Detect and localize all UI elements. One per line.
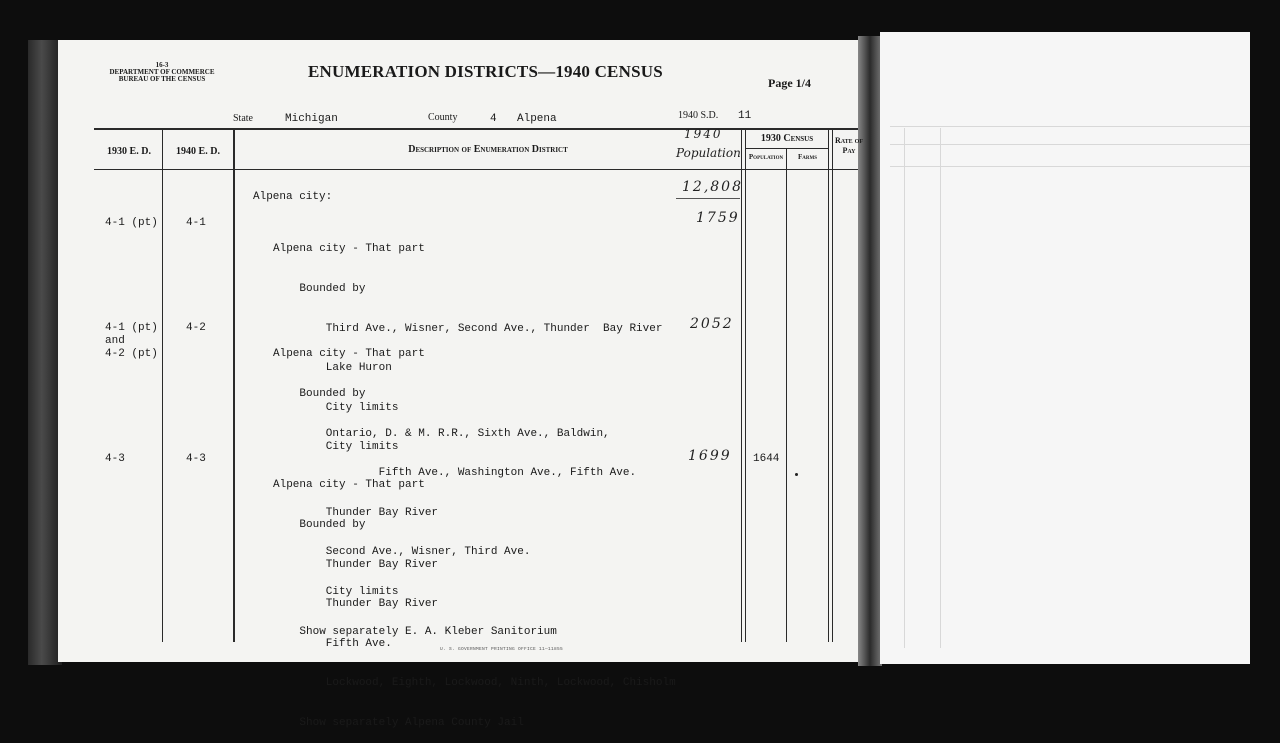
row-description: Alpena city - That part Bounded by Third Ave., Wisner, Second Ave., Thunder Bay River Lake Huron City limits City limits (273, 243, 663, 454)
row-description: Alpena city - That part Bounded by Thunder Bay River Thunder Bay River Fifth Ave. Lockwood, Eighth, Lockwood, Ninth, Lockwood, Chisholm Show separately Alpena County Jail (273, 479, 676, 730)
header-1930-census: 1930 Census (760, 133, 814, 144)
form-number: 16-3 (155, 61, 169, 69)
row-description: Alpena city - That part Bounded by Ontario, D. & M. R.R., Sixth Ave., Baldwin, Fifth Ave., Washington Ave., Fifth Ave. Thunder Bay River Second Ave., Wisner, Third Ave. City limits Show separately E. A. Kleber Sanitorium (273, 348, 637, 638)
header-1930-population: Population (748, 153, 784, 161)
department-name: DEPARTMENT OF COMMERCE (109, 68, 215, 76)
table-top-rule (94, 128, 858, 130)
header-1940-ed: 1940 E. D. (176, 146, 220, 157)
county-label: County (428, 112, 458, 123)
sd-label: 1940 S.D. (678, 110, 719, 121)
printing-office-footer: U. S. GOVERNMENT PRINTING OFFICE 11—11855 (440, 647, 564, 652)
column-divider (832, 130, 833, 642)
census-page-right-faded (880, 32, 1250, 664)
page-number: Page 1/4 (768, 76, 811, 90)
bureau-name: BUREAU OF THE CENSUS (118, 75, 206, 83)
state-label: State (233, 113, 253, 124)
column-divider (233, 130, 235, 642)
farms-dot-mark (795, 473, 798, 476)
row-1930-ed: 4-3 (105, 453, 125, 465)
row-1940-ed: 4-3 (186, 453, 206, 465)
column-divider (786, 148, 787, 642)
header-1930-ed: 1930 E. D. (107, 146, 151, 157)
table-header-rule (94, 169, 858, 170)
row-1930-population: 1644 (753, 453, 780, 465)
column-divider (741, 130, 742, 642)
county-value: Alpena (517, 113, 557, 125)
column-divider (745, 130, 746, 642)
row-1940-population-handwritten: 1759 (696, 210, 740, 226)
header-1940-year-handwritten: 1940 (684, 127, 723, 141)
column-divider (162, 130, 163, 642)
city-heading: Alpena city: (253, 191, 333, 203)
row-1930-ed: 4-1 (pt) and 4-2 (pt) (105, 322, 158, 360)
header-1930-farms: Farms (798, 153, 817, 161)
header-description: Description of Enumeration District (408, 144, 568, 155)
state-value: Michigan (285, 113, 338, 125)
row-1940-ed: 4-1 (186, 217, 206, 229)
header-rate-of-pay: Rate of Pay (834, 136, 863, 155)
page-title: ENUMERATION DISTRICTS—1940 CENSUS (308, 62, 663, 81)
row-1940-population-handwritten: 1699 (688, 448, 732, 464)
city-population-handwritten: 12,808 (682, 179, 743, 195)
book-gutter (858, 36, 882, 666)
city-population-underline (676, 198, 740, 199)
department-heading (92, 62, 232, 83)
county-number: 4 (490, 113, 497, 125)
column-divider (828, 130, 829, 642)
row-1940-ed: 4-2 (186, 322, 206, 334)
book-spine (28, 40, 62, 665)
row-1940-population-handwritten: 2052 (690, 316, 734, 332)
row-1930-ed: 4-1 (pt) (105, 217, 158, 229)
sd-value: 11 (738, 110, 752, 122)
header-1940-population-handwritten: Population (676, 146, 741, 160)
